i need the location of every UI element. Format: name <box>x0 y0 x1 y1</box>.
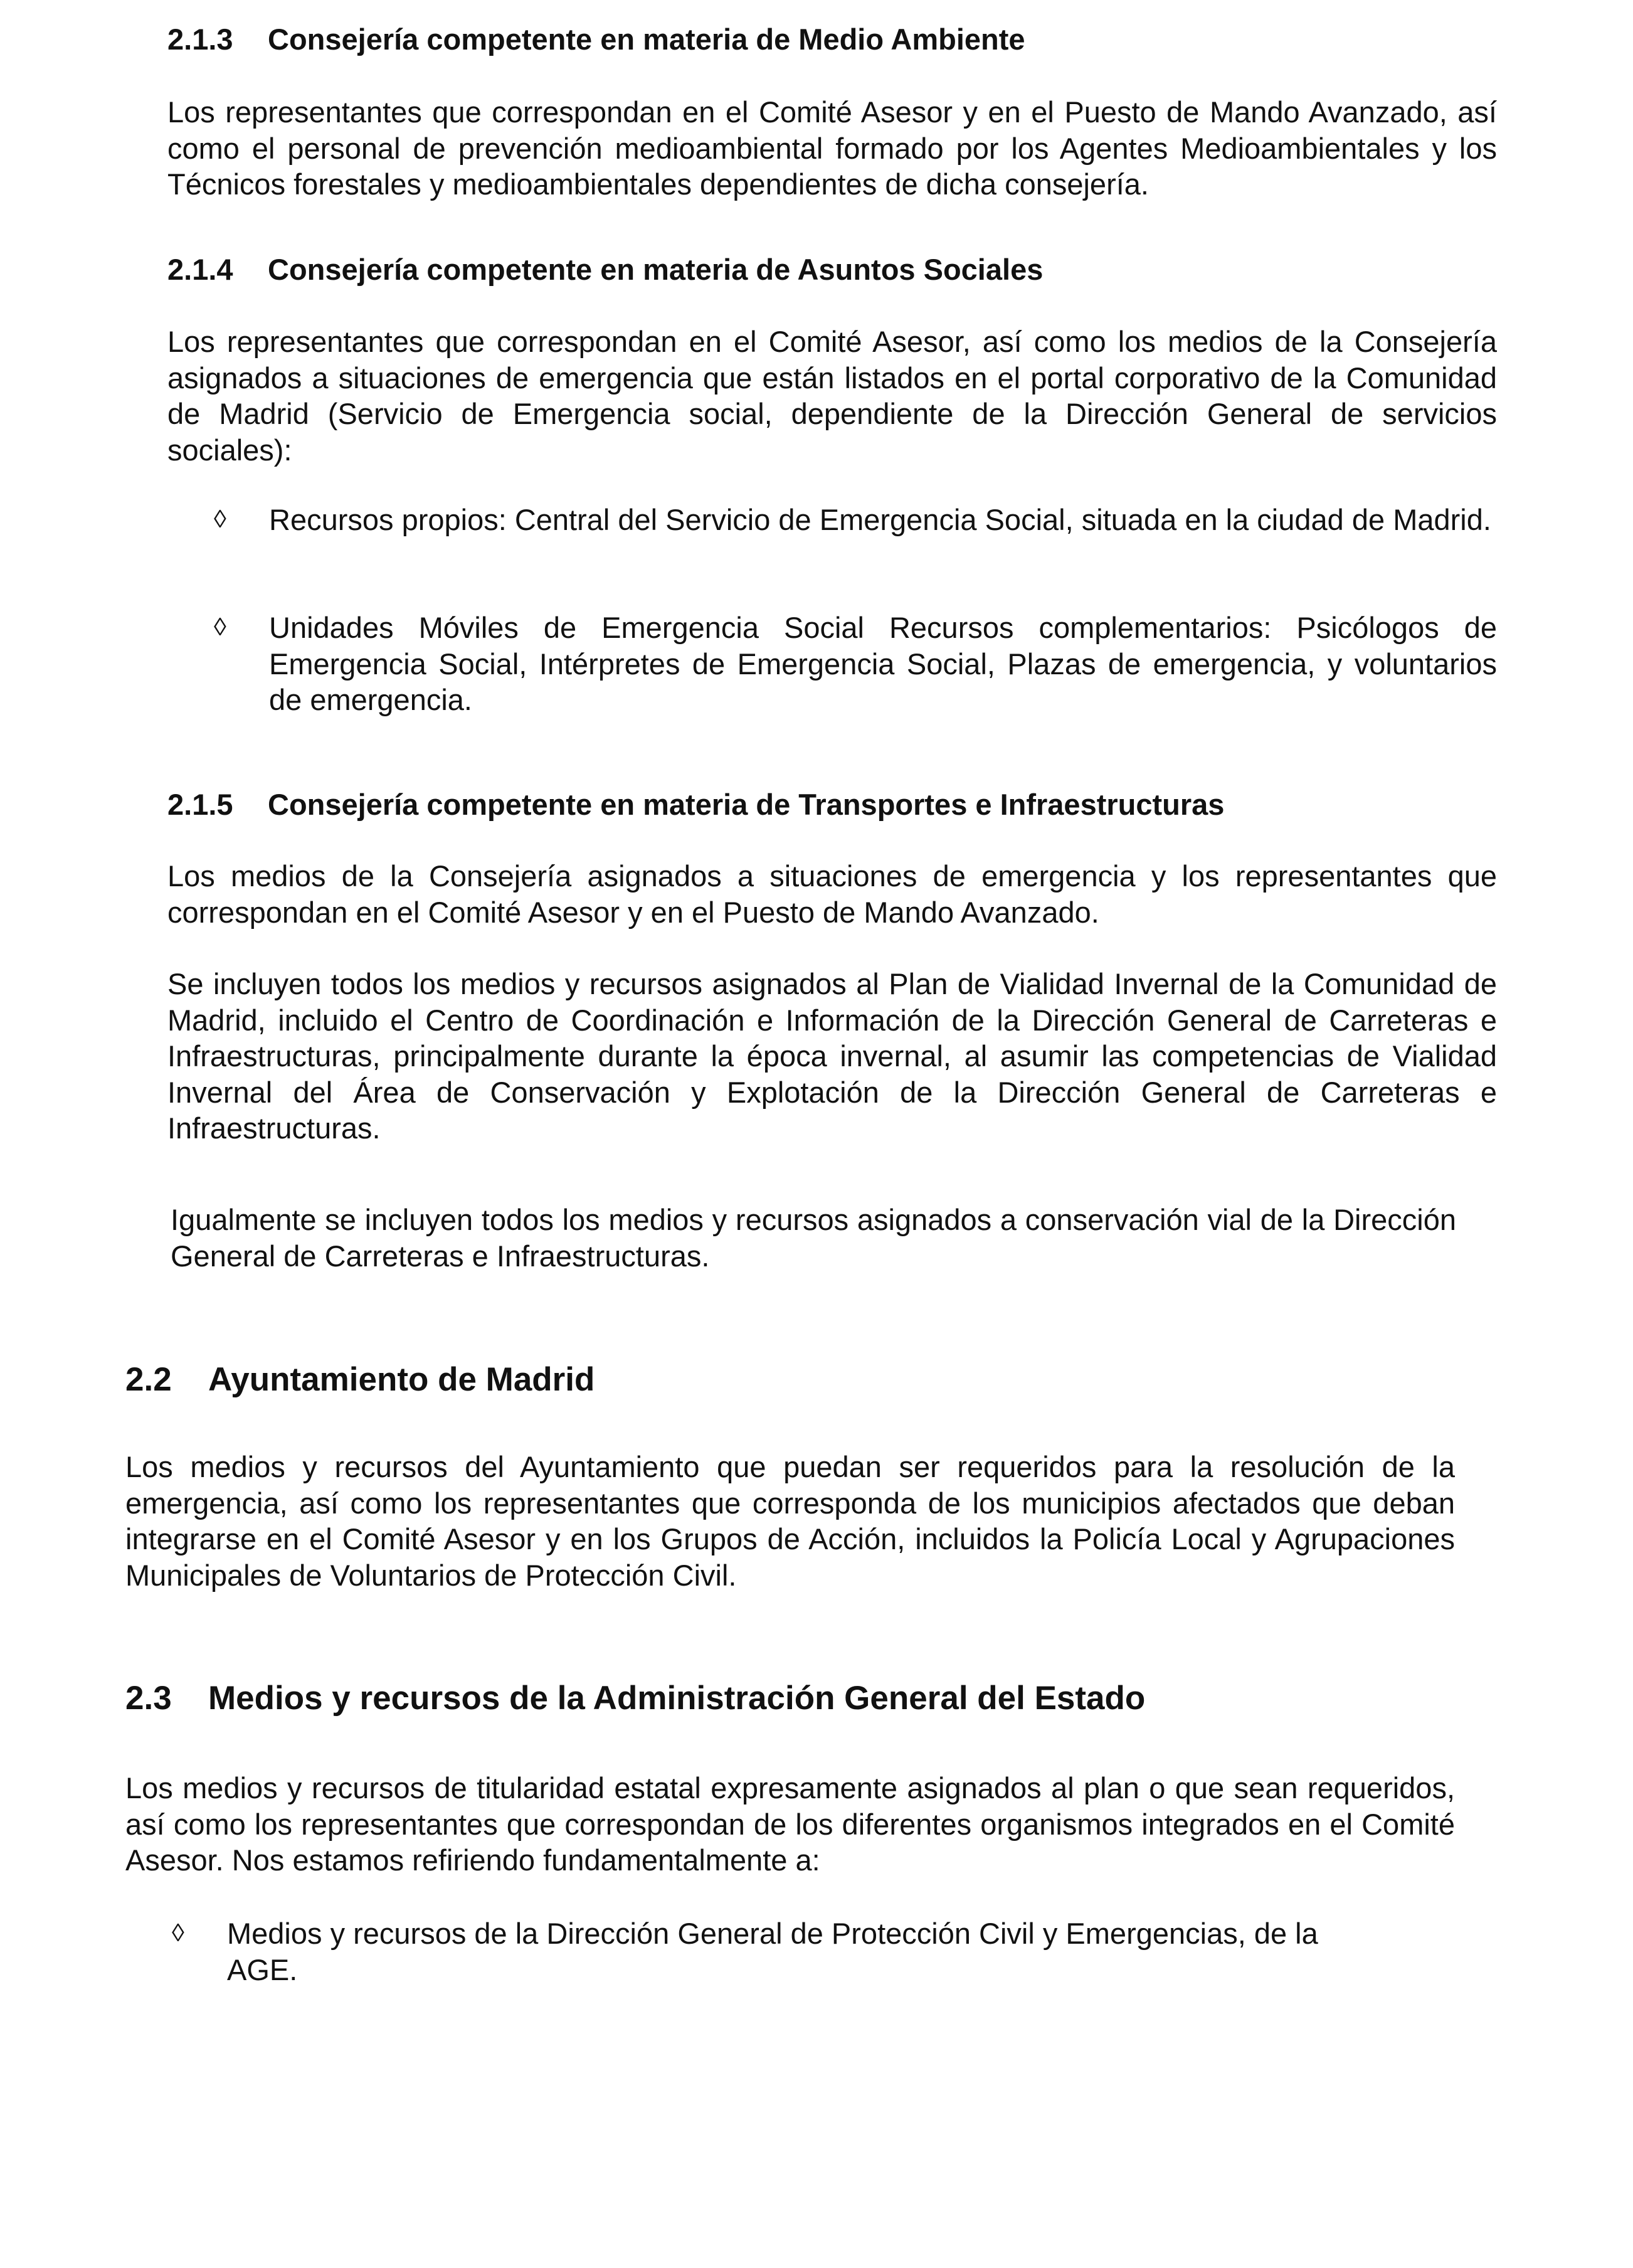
list-item <box>167 610 1497 723</box>
paragraph-2-1-4: Los representantes que correspondan en el Comité Asesor, así como los medios de la Consejería asignados a situaciones de emergencia que están listados en el portal corporativo de la Comunidad de Madrid (Servicio de Emergencia social, dependiente de la Dirección General de servicios sociales): <box>167 325 1497 467</box>
diamond-bullet-icon: ◊ <box>214 506 226 533</box>
heading-title: Medios y recursos de la Administración General del Estado <box>208 1680 1146 1717</box>
heading-2-1-5 <box>167 787 1224 823</box>
heading-number: 2.1.5 <box>167 788 233 821</box>
diamond-bullet-icon: ◊ <box>214 613 226 641</box>
heading-title: Consejería competente en materia de Medio Ambiente <box>268 23 1025 56</box>
heading-number: 2.3 <box>125 1680 172 1717</box>
heading-number: 2.1.4 <box>167 253 233 286</box>
paragraph-2-1-5-b: Se incluyen todos los medios y recursos asignados al Plan de Vialidad Invernal de la Comunidad de Madrid, incluido el Centro de Coordinación e Información de la Dirección General de Carreteras e Infraestructuras, principalmente durante la época invernal, al asumir las competencias de Vialidad Invernal del Área de Conservación y Explotación de la Dirección General de Carreteras e Infraestructuras. <box>167 967 1497 1145</box>
heading-2-3 <box>125 1678 1145 1719</box>
heading-title: Ayuntamiento de Madrid <box>208 1361 595 1398</box>
paragraph-2-3: Los medios y recursos de titularidad estatal expresamente asignados al plan o que sean requeridos, así como los representantes que correspondan de los diferentes organismos integrados en el Comité Asesor. Nos estamos refiriendo fundamentalmente a: <box>125 1771 1455 1877</box>
heading-number: 2.2 <box>125 1361 172 1398</box>
list-item <box>125 1916 1455 1991</box>
heading-2-1-3 <box>167 21 1025 58</box>
bullet-text: Recursos propios: Central del Servicio de Emergencia Social, situada en la ciudad de Madrid. <box>269 503 1491 536</box>
diamond-bullet-icon: ◊ <box>172 1919 184 1947</box>
heading-2-1-4 <box>167 252 1043 288</box>
heading-title: Consejería competente en materia de Transportes e Infraestructuras <box>268 788 1225 821</box>
heading-number: 2.1.3 <box>167 23 233 56</box>
paragraph-2-1-5-a: Los medios de la Consejería asignados a situaciones de emergencia y los representantes que correspondan en el Comité Asesor y en el Puesto de Mando Avanzado. <box>167 859 1497 929</box>
bullet-text: Unidades Móviles de Emergencia Social Recursos complementarios: Psicólogos de Emergencia Social, Intérpretes de Emergencia Social, Plazas de emergencia, y voluntarios de emergencia. <box>269 611 1497 717</box>
paragraph-2-2: Los medios y recursos del Ayuntamiento que puedan ser requeridos para la resolución de la emergencia, así como los representantes que corresponda de los municipios afectados que deban integrarse en el Comité Asesor y en los Grupos de Acción, incluidos la Policía Local y Agrupaciones Municipales de Voluntarios de Protección Civil. <box>125 1450 1455 1592</box>
paragraph-2-1-3: Los representantes que correspondan en el Comité Asesor y en el Puesto de Mando Avanzado, así como el personal de prevención medioambiental formado por los Agentes Medioambientales y los Técnicos forestales y medioambientales dependientes de dicha consejería. <box>167 95 1497 201</box>
heading-title: Consejería competente en materia de Asuntos Sociales <box>268 253 1044 286</box>
paragraph-2-1-5-c: Igualmente se incluyen todos los medios y recursos asignados a conservación vial de la Dirección General de Carreteras e Infraestructuras. <box>171 1203 1456 1273</box>
bullet-text: Medios y recursos de la Dirección General de Protección Civil y Emergencias, de la AGE. <box>227 1917 1318 1986</box>
heading-2-2 <box>125 1360 595 1400</box>
list-item <box>167 502 1497 577</box>
